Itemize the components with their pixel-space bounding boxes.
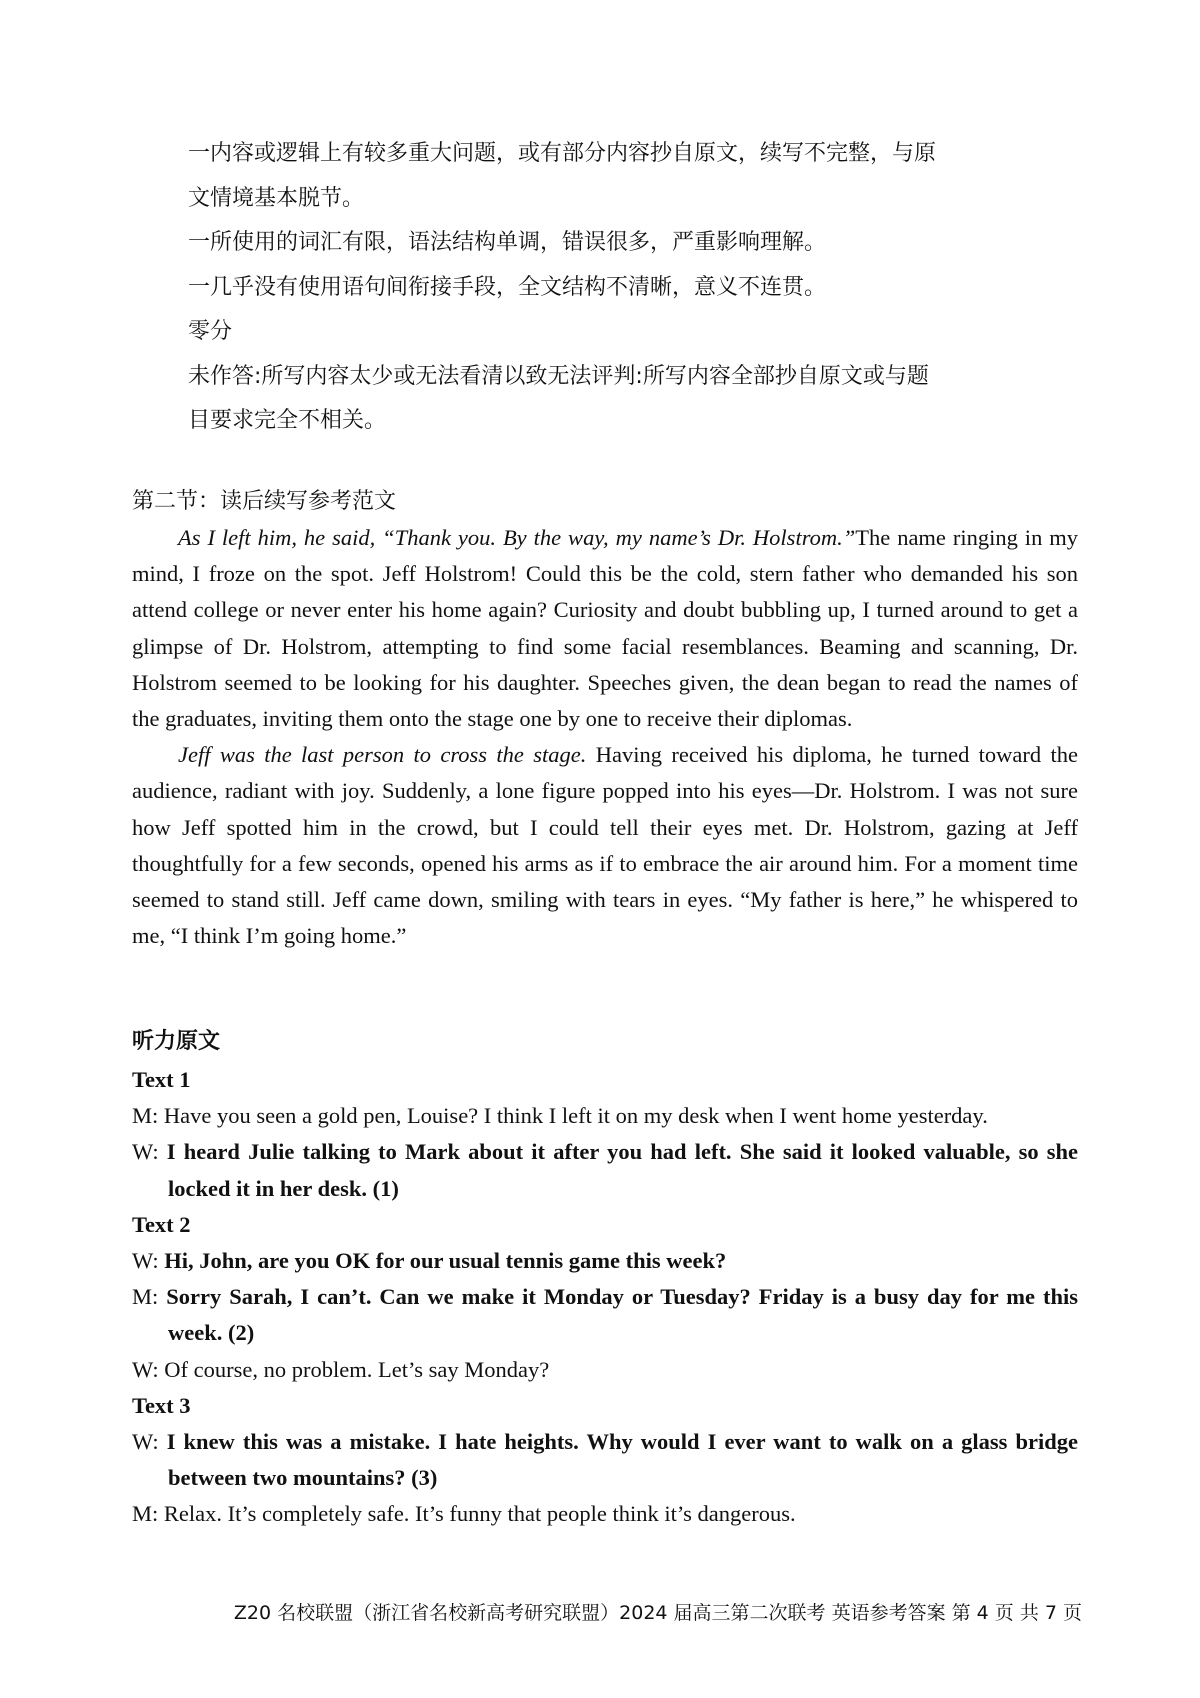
essay-opening-sentence: As I left him, he said, “Thank you. By the way, my name’s Dr. Holstrom.”	[178, 525, 856, 550]
dialogue-text: I heard Julie talking to Mark about it after you had left. She said it looked valuable, so she locked it in her desk. (1)	[166, 1139, 1078, 1201]
dialogue-line	[132, 1243, 1078, 1279]
dialogue-text: Hi, John, are you OK for our usual tennis game this week?	[164, 1248, 727, 1274]
speaker-label: M:	[132, 1103, 164, 1129]
speaker-label: W:	[132, 1356, 165, 1382]
dialogue-text: Have you seen a gold pen, Louise? I think I left it on my desk when I went home yesterday.	[163, 1103, 988, 1129]
dialogue-text: I knew this was a mistake. I hate heights. Why would I ever want to walk on a glass bridge between two mountains? (3)	[166, 1429, 1078, 1491]
dialogue-text: Of course, no problem. Let’s say Monday?	[164, 1356, 550, 1382]
essay-opening-sentence: Jeff was the last person to cross the stage.	[178, 742, 587, 768]
dialogue-line	[132, 1496, 1078, 1532]
dialogue-line	[132, 1134, 1078, 1206]
speaker-label: M:	[132, 1501, 164, 1527]
page-footer: Z20 名校联盟（浙江省名校新高考研究联盟）2024 届高三第二次联考 英语参考答案 第 4 页 共 7 页	[233, 1602, 1082, 1624]
rubric-line: 文情境基本脱节。	[188, 185, 365, 211]
essay-paragraph-1	[132, 520, 1078, 737]
dialogue-line	[132, 1424, 1078, 1496]
speaker-label: W:	[132, 1139, 167, 1165]
rubric-line: 零分	[188, 319, 233, 344]
dialogue-line	[132, 1098, 1078, 1134]
listening-title: 听力原文	[132, 1029, 221, 1054]
dialogue-text: Sorry Sarah, I can’t. Can we make it Monday or Tuesday? Friday is a busy day for me this week. (2)	[166, 1284, 1078, 1346]
dialogue-line	[132, 1279, 1078, 1351]
text-heading: Text 1	[132, 1067, 191, 1092]
dialogue-text: Relax. It’s completely safe. It’s funny that people think it’s dangerous.	[163, 1501, 796, 1527]
text-heading: Text 2	[132, 1211, 191, 1237]
scoring-rubric	[188, 132, 1068, 444]
text-heading: Text 3	[132, 1392, 191, 1418]
rubric-line: 一几乎没有使用语句间衔接手段，全文结构不清晰，意义不连贯。	[188, 274, 827, 300]
essay-paragraph-text: Having received his diploma, he turned toward the audience, radiant with joy. Suddenly, a lone figure popped into his eyes—Dr. Holstrom. I was not sure how Jeff spotted him in the crowd, but I could tell their eyes met. Dr. Holstrom, gazing at Jeff thoughtfully for a few seconds, opened his arms as if to embrace the air around him. For a moment time seemed to stand still. Jeff came down, smiling with tears in eyes. “My father is here,” he whispered to me, “I think I’m going home.”	[132, 742, 1078, 949]
speaker-label: M:	[132, 1284, 167, 1310]
speaker-label: W:	[132, 1248, 165, 1274]
rubric-line: 一内容或逻辑上有较多重大问题，或有部分内容抄自原文，续写不完整，与原	[188, 141, 937, 166]
essay-paragraph-2	[132, 737, 1078, 954]
rubric-line: 一所使用的词汇有限，语法结构单调，错误很多，严重影响理解。	[188, 230, 827, 255]
listening-transcript	[132, 1024, 1078, 1533]
model-essay	[132, 520, 1078, 954]
essay-paragraph-text: The name ringing in my mind, I froze on the spot. Jeff Holstrom! Could this be the cold, stern father who demanded his son attend college or never enter his home again? Curiosity and doubt bubbling up, I turned around to get a glimpse of Dr. Holstrom, attempting to find some facial resemblances. Beaming and scanning, Dr. Holstrom seemed to be looking for his daughter. Speeches given, the dean began to read the names of the graduates, inviting them onto the stage one by one to receive their diplomas.	[132, 525, 1079, 732]
rubric-line: 目要求完全不相关。	[188, 408, 387, 433]
section-title: 第二节：读后续写参考范文	[132, 489, 397, 514]
dialogue-line	[132, 1352, 1078, 1388]
rubric-line: 未作答:所写内容太少或无法看清以致无法评判:所写内容全部抄自原文或与题	[188, 363, 929, 389]
speaker-label: W:	[132, 1429, 167, 1455]
